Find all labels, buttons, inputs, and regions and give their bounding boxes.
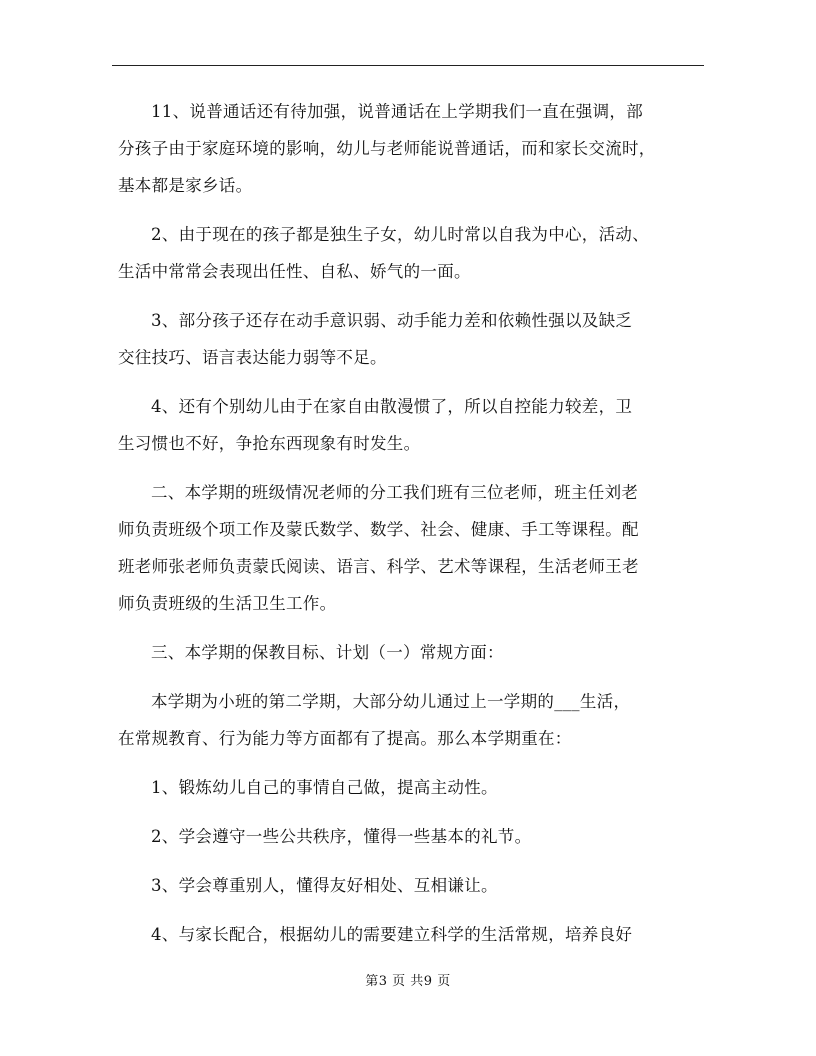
text-line: 4、与家长配合，根据幼儿的需要建立科学的生活常规，培养良好 (151, 925, 633, 944)
paragraph-6 (118, 634, 702, 671)
header-rule (112, 65, 704, 66)
text-line: 在常规教育、行为能力等方面都有了提高。那么本学期重在： (118, 729, 572, 748)
text-line: 分孩子由于家庭环境的影响，幼儿与老师能说普通话，而和家长交流时， (118, 139, 656, 158)
text-line: 3、部分孩子还存在动手意识弱、动手能力差和依赖性强以及缺乏 (151, 311, 633, 330)
paragraph-5 (118, 474, 702, 622)
paragraph-3 (118, 302, 702, 376)
page-footer (0, 970, 816, 989)
paragraph-4 (118, 388, 702, 462)
text-line: 生活中常常会表现出任性、自私、娇气的一面。 (118, 262, 471, 281)
paragraph-7 (118, 683, 702, 757)
document-body (118, 93, 702, 965)
text-line: 基本都是家乡话。 (118, 176, 253, 195)
paragraph-10 (118, 867, 702, 904)
text-line: 生习惯也不好，争抢东西现象有时发生。 (118, 434, 421, 453)
text-line: 二、本学期的班级情况老师的分工我们班有三位老师，班主任刘老 (151, 483, 639, 502)
paragraph-2 (118, 216, 702, 290)
text-line: 三、本学期的保教目标、计划（一）常规方面： (151, 643, 504, 662)
text-line: 3、学会尊重别人，懂得友好相处、互相谦让。 (151, 876, 498, 895)
paragraph-11 (118, 916, 702, 953)
text-line: 班老师张老师负责蒙氏阅读、语言、科学、艺术等课程，生活老师王老 (118, 557, 639, 576)
text-line: 师负责班级的生活卫生工作。 (118, 594, 337, 613)
page-number: 第3 页 共9 页 (365, 974, 451, 989)
text-line: 交往技巧、语言表达能力弱等不足。 (118, 348, 387, 367)
text-line: 11、说普通话还有待加强，说普通话在上学期我们一直在强调，部 (151, 102, 643, 121)
text-line: 4、还有个别幼儿由于在家自由散漫惯了，所以自控能力较差，卫 (151, 397, 633, 416)
text-line: 2、由于现在的孩子都是独生子女，幼儿时常以自我为中心，活动、 (151, 225, 649, 244)
text-line: 1、锻炼幼儿自己的事情自己做，提高主动性。 (151, 778, 498, 797)
text-line: 师负责班级个项工作及蒙氏数学、数学、社会、健康、手工等课程。配 (118, 520, 639, 539)
text-line: 2、学会遵守一些公共秩序，懂得一些基本的礼节。 (151, 827, 532, 846)
paragraph-9 (118, 818, 702, 855)
paragraph-8 (118, 769, 702, 806)
paragraph-1 (118, 93, 702, 204)
text-line: 本学期为小班的第二学期，大部分幼儿通过上一学期的___生活， (151, 692, 631, 711)
